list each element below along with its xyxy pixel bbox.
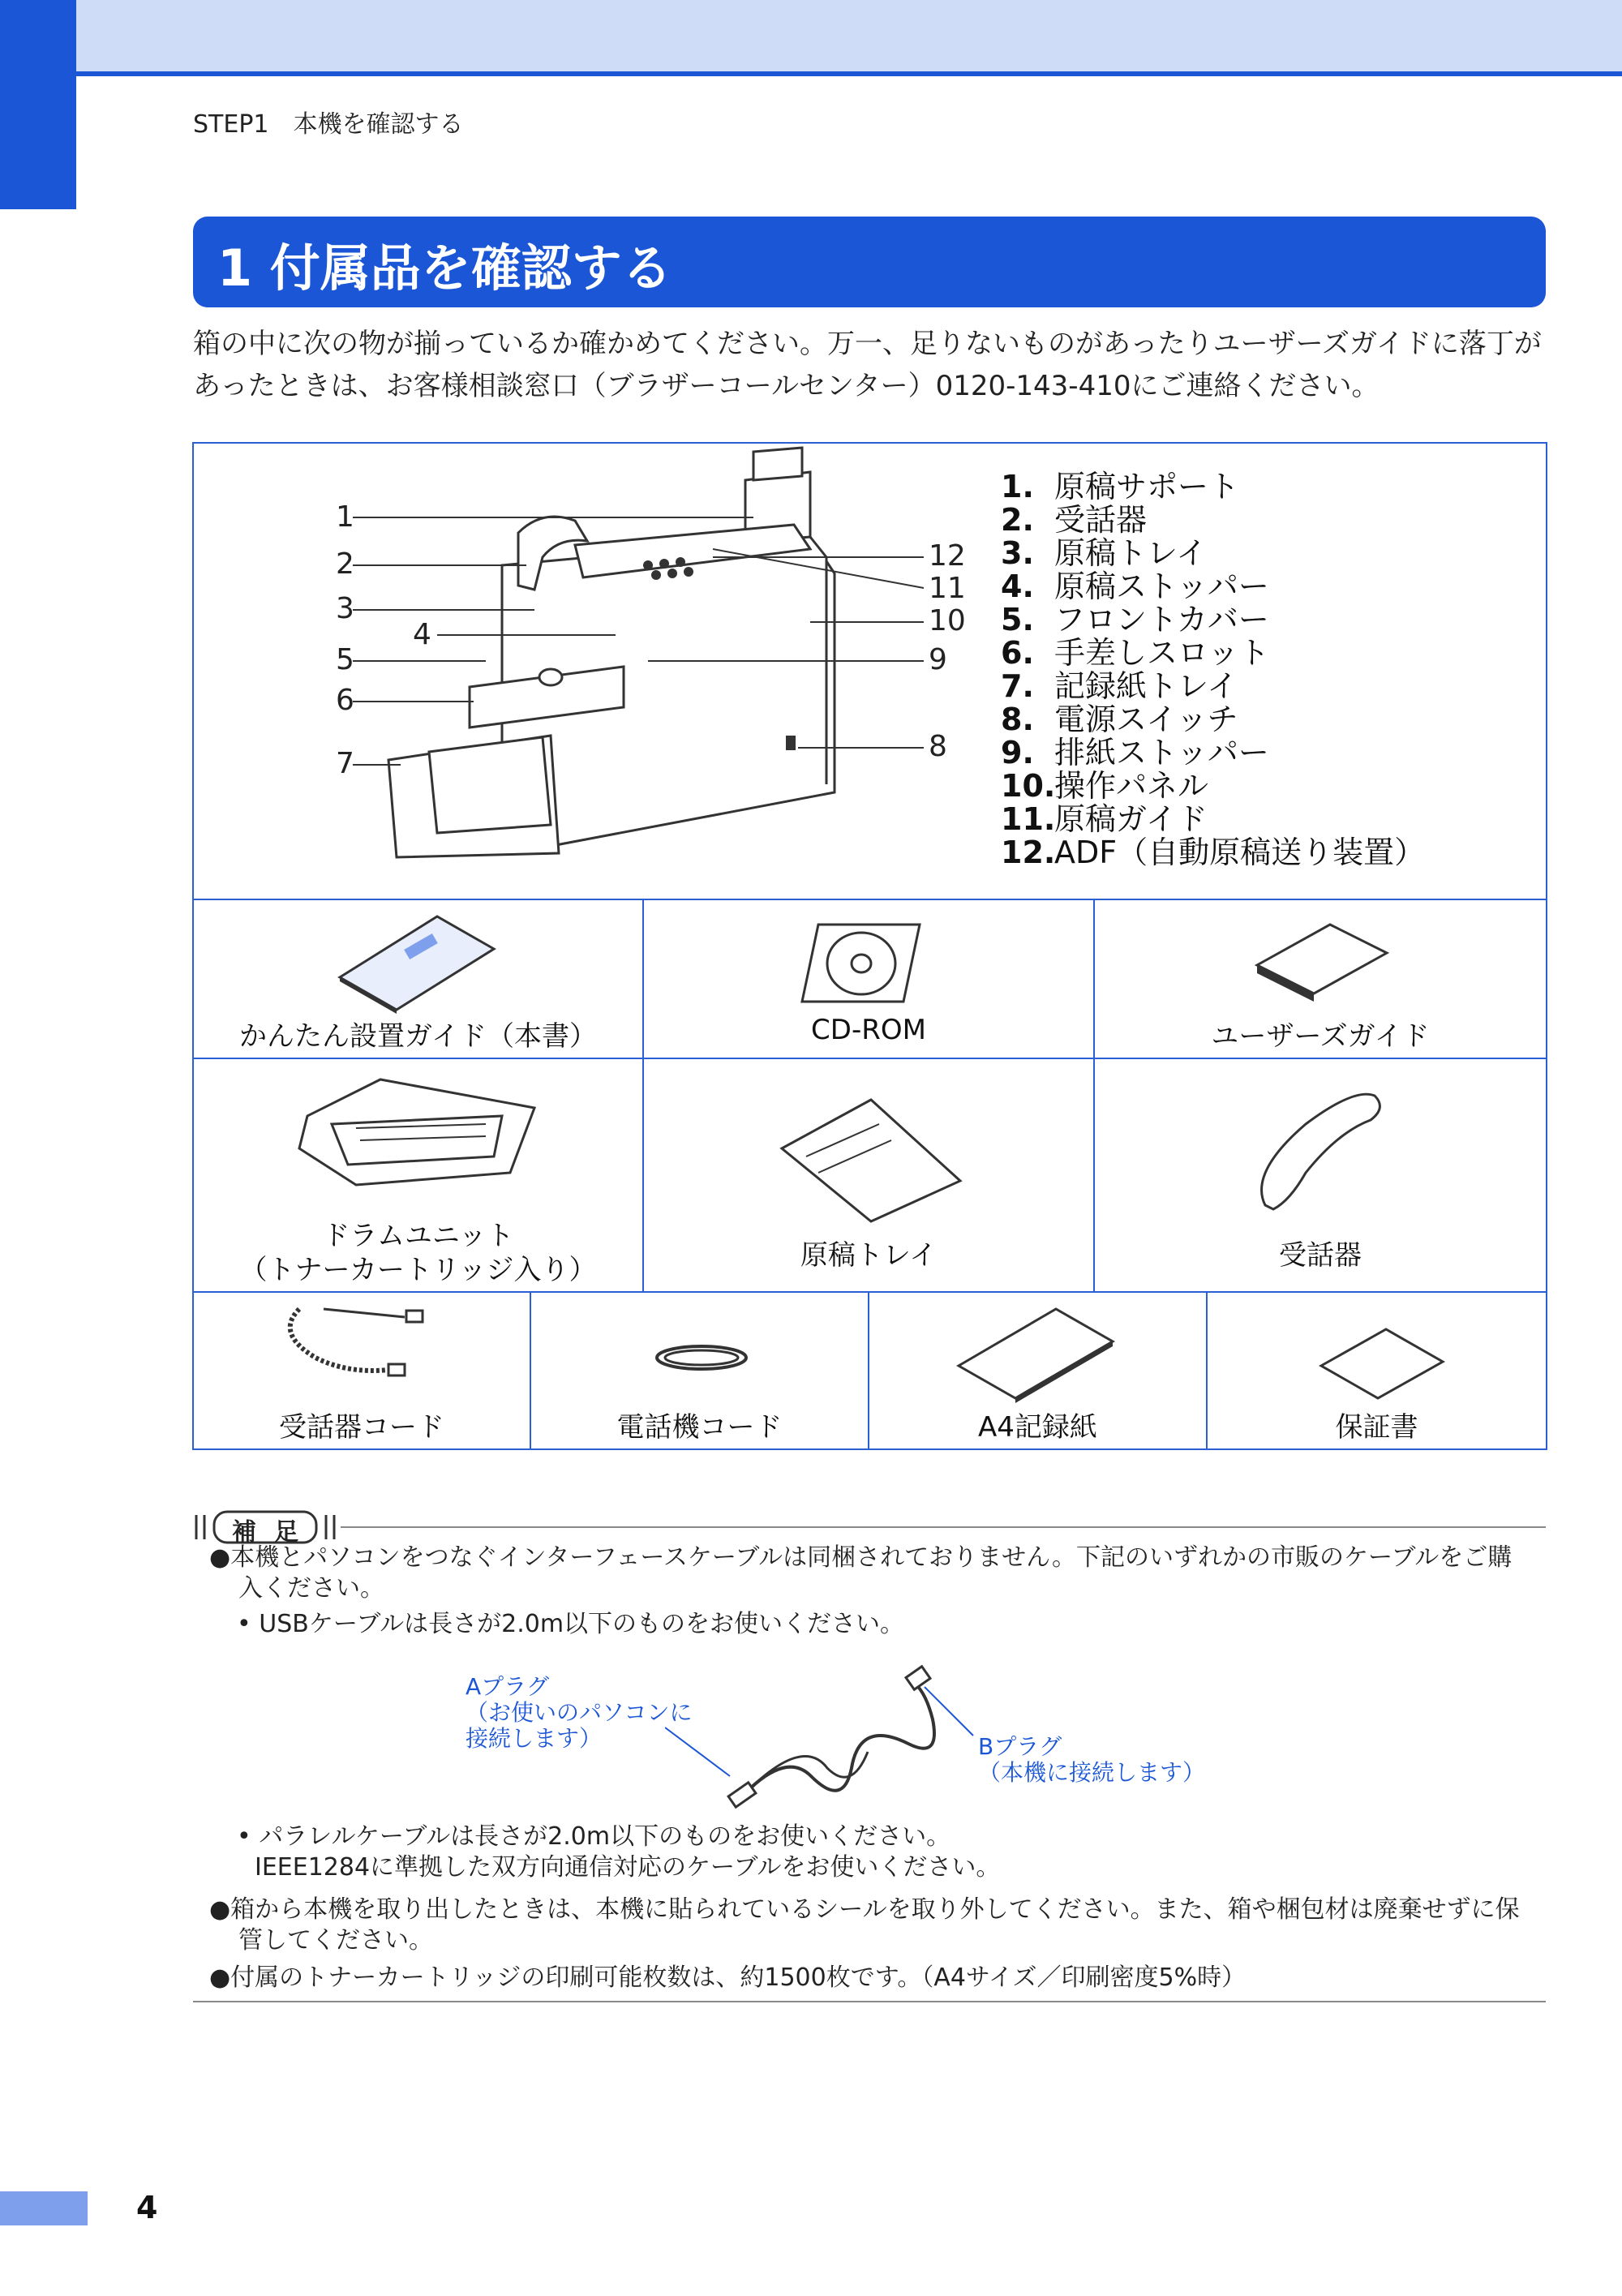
handset-label: 受話器 [1279, 1239, 1362, 1272]
drum-unit-label: ドラムユニット [322, 1220, 514, 1252]
item-cdrom [642, 899, 1095, 1059]
part-item: 1. 原稿サポート [1001, 469, 1240, 504]
note-usb: • USBケーブルは長さが2.0m以下のものをお使いください。 [237, 1610, 905, 1638]
warranty-label: 保証書 [1335, 1411, 1418, 1444]
note-2: ●箱から本機を取り出したときは、本機に貼られているシールを取り外してください。また、箱や梱包材は廃棄せずに保 [209, 1895, 1520, 1924]
callout-4: 4 [413, 618, 431, 651]
drum-unit-sub-label: （トナーカートリッジ入り） [239, 1254, 597, 1286]
note-parallel-1: • パラレルケーブルは長さが2.0m以下のものをお使いください。 [237, 1822, 951, 1851]
header-rule [0, 71, 1622, 76]
callout-1: 1 [336, 500, 354, 534]
part-item: 3. 原稿トレイ [1001, 535, 1208, 571]
page-number-bar [0, 2191, 88, 2225]
callout-2: 2 [336, 547, 354, 581]
plug-a-label: Aプラグ （お使いのパソコンに 接続します） [466, 1673, 693, 1752]
cdrom-label: CD-ROM [811, 1014, 926, 1046]
manual-icon [1095, 900, 1549, 1022]
paper-stack-icon [869, 1293, 1209, 1406]
part-item: 4. 原稿ストッパー [1001, 569, 1269, 604]
booklet-icon [194, 900, 646, 1022]
note-badge-label: 補足 [232, 1518, 316, 1547]
item-warranty [1206, 1291, 1547, 1450]
item-quick-guide [192, 899, 644, 1059]
section-title: 1 付属品を確認する [217, 238, 672, 298]
phone-cord-icon [531, 1293, 871, 1406]
phone-cord-label: 電話機コード [616, 1411, 783, 1444]
drum-unit-icon [194, 1059, 646, 1205]
note-1: ●本機とパソコンをつなぐインターフェースケーブルは同梱されておりません。下記のいずれかの市販のケーブルをご購 [209, 1543, 1513, 1572]
callout-6: 6 [336, 684, 354, 717]
callout-7: 7 [336, 747, 354, 780]
part-item: 9. 排紙ストッパー [1001, 735, 1269, 770]
header-band [0, 0, 1622, 75]
part-item: 6. 手差しスロット [1001, 635, 1270, 671]
warranty-sheet-icon [1208, 1293, 1549, 1406]
callout-9: 9 [929, 643, 947, 676]
handset-cord-label: 受話器コード [279, 1411, 444, 1444]
callout-10: 10 [929, 604, 966, 637]
part-item: 7. 記録紙トレイ [1001, 668, 1238, 704]
note-1b: 入ください。 [238, 1574, 384, 1603]
quick-guide-label: かんたん設置ガイド（本書） [239, 1020, 597, 1053]
item-doc-tray [642, 1058, 1095, 1293]
item-handset [1093, 1058, 1547, 1293]
handset-icon [1095, 1059, 1549, 1246]
callout-3: 3 [336, 592, 354, 625]
note-2b: 管してください。 [238, 1926, 433, 1955]
part-item: 5. フロントカバー [1001, 602, 1269, 637]
doc-tray-label: 原稿トレイ [800, 1239, 938, 1272]
item-a4-paper [868, 1291, 1208, 1450]
coiled-cord-icon [194, 1293, 533, 1406]
item-drum-unit [192, 1058, 644, 1293]
callout-11: 11 [929, 572, 966, 605]
note-rule [341, 1526, 1546, 1528]
part-item: 11.原稿ガイド [1001, 801, 1208, 837]
part-item: 10.操作パネル [1001, 768, 1209, 804]
notes-bottom-rule [193, 2001, 1546, 2002]
plug-b-label: Bプラグ （本機に接続します） [978, 1733, 1206, 1786]
cd-icon [644, 900, 1096, 1022]
callout-5: 5 [336, 643, 354, 676]
parts-list [1001, 470, 1425, 869]
note-parallel-2: IEEE1284に準拠した双方向通信対応のケーブルをお使いください。 [255, 1853, 1001, 1882]
page-number: 4 [136, 2190, 158, 2225]
part-item: 2. 受話器 [1001, 502, 1148, 538]
part-item: 12.ADF（自動原稿送り装置） [1001, 835, 1426, 870]
item-phone-cord [530, 1291, 869, 1450]
note-3: ●付属のトナーカートリッジの印刷可能枚数は、約1500枚です。（A4サイズ／印刷密度5%時） [209, 1963, 1247, 1992]
chapter-tab [0, 0, 76, 209]
section-title-bar [193, 217, 1546, 307]
step-label: STEP1 本機を確認する [193, 110, 464, 139]
doc-tray-icon [644, 1059, 1096, 1246]
item-users-guide [1093, 899, 1547, 1059]
callout-8: 8 [929, 730, 947, 763]
intro-text: 箱の中に次の物が揃っているか確かめてください。万一、足りないものがあったりユーザーズガイドに落丁が あったときは、お客様相談窓口（ブラザーコールセンター）0120-143-410にご連絡ください。 [193, 328, 1542, 402]
part-item: 8. 電源スイッチ [1001, 702, 1238, 737]
a4-paper-label: A4記録紙 [978, 1411, 1097, 1444]
item-handset-cord [192, 1291, 531, 1450]
callout-12: 12 [929, 539, 966, 573]
users-guide-label: ユーザーズガイド [1211, 1020, 1430, 1053]
